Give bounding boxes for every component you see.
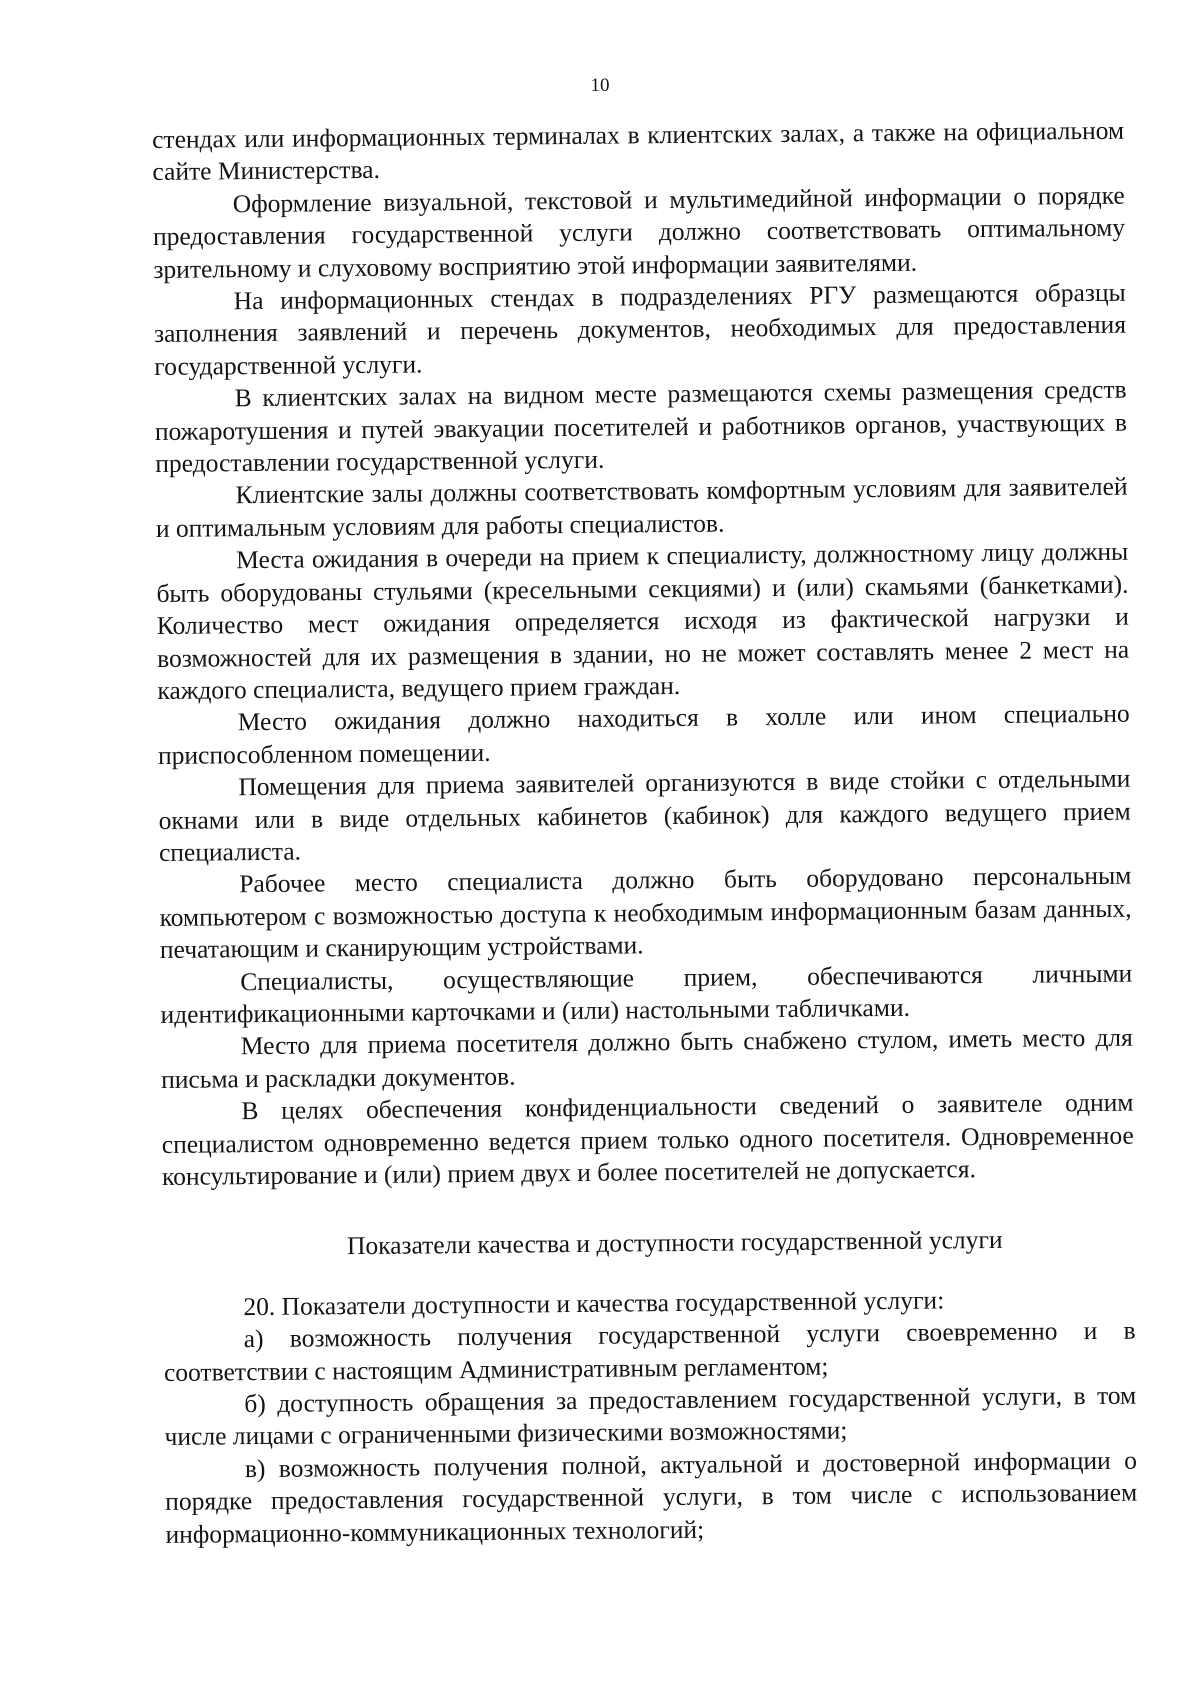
paragraph-visual-info: Оформление визуальной, текстовой и мультимедийной информации о порядке предоставления государственной услуги должно соответствовать оптимальному зрительному и слуховому восприятию этой информации заявителями.	[152, 180, 1126, 284]
paragraph-item-a: а) возможность получения государственной услуги своевременно и в соответствии с настоящим Административным регламентом;	[163, 1315, 1136, 1387]
paragraph-waiting-location: Место ожидания должно находиться в холле или ином специально приспособленном помещении.	[157, 698, 1130, 770]
paragraph-visitor-place: Место для приема посетителя должно быть снабжено стулом, иметь место для письма и раскладки документов.	[161, 1023, 1133, 1094]
paragraph-item-v: в) возможность получения полной, актуальной и достоверной информации о порядке предоставления государственной услуги, в том числе с использованием информационно-коммуникационных технологий;	[165, 1445, 1138, 1549]
paragraph-evacuation-schemes: В клиентских залах на видном месте размещаются схемы размещения средств пожаротушения и путей эвакуации посетителей и работников органов, участвующих в предоставлении государственной услуги.	[154, 374, 1128, 479]
page-number: 10	[590, 75, 610, 96]
paragraph-workplace: Рабочее место специалиста должно быть оборудовано персональным компьютером с возможностью доступа к необходимым информационным базам данных, печатающим и сканирующим устройствами.	[159, 860, 1132, 965]
paragraph-reception-rooms: Помещения для приема заявителей организуются в виде стойки с отдельными окнами или в виде отдельных кабинетов (кабинок) для каждого ведущего прием специалиста.	[158, 763, 1131, 867]
document-body	[152, 115, 1138, 1551]
paragraph-id-cards: Специалисты, осуществляющие прием, обеспечиваются личными идентификационными карточками и (или) настольными табличками.	[160, 958, 1133, 1029]
section-heading: Показатели качества и доступности государственной услуги	[346, 1225, 1003, 1261]
paragraph-continuation: стендах или информационных терминалах в клиентских залах, а также на официальном сайте Министерства.	[152, 115, 1125, 187]
paragraph-confidentiality: В целях обеспечения конфиденциальности сведений о заявителе одним специалистом одновременно ведется прием только одного посетителя. Одновременное консультирование и (или) прием двух и более посетителей не допускается.	[161, 1087, 1134, 1191]
paragraph-client-halls: Клиентские залы должны соответствовать комфортным условиям для заявителей и оптимальным условиям для работы специалистов.	[155, 472, 1128, 543]
paragraph-item-b: б) доступность обращения за предоставлением государственной услуги, в том числе лицами с ограниченными физическими возможностями;	[164, 1380, 1137, 1452]
paragraph-waiting-places: Места ожидания в очереди на прием к специалисту, должностному лицу должны быть оборудованы стульями (кресельными секциями) и (или) скамьями (банкетками). Количество мест ожидания определяется исходя из фактической нагрузки и возможностей для их размещения в здании, но не может составлять менее 2 мест на каждого специалиста, ведущего прием граждан.	[156, 536, 1130, 705]
paragraph-info-stands: На информационных стендах в подразделениях РГУ размещаются образцы заполнения заявлений и перечень документов, необходимых для предоставления государственной услуги.	[153, 277, 1127, 381]
paragraph-item-20: 20. Показатели доступности и качества государственной услуги:	[243, 1285, 945, 1321]
